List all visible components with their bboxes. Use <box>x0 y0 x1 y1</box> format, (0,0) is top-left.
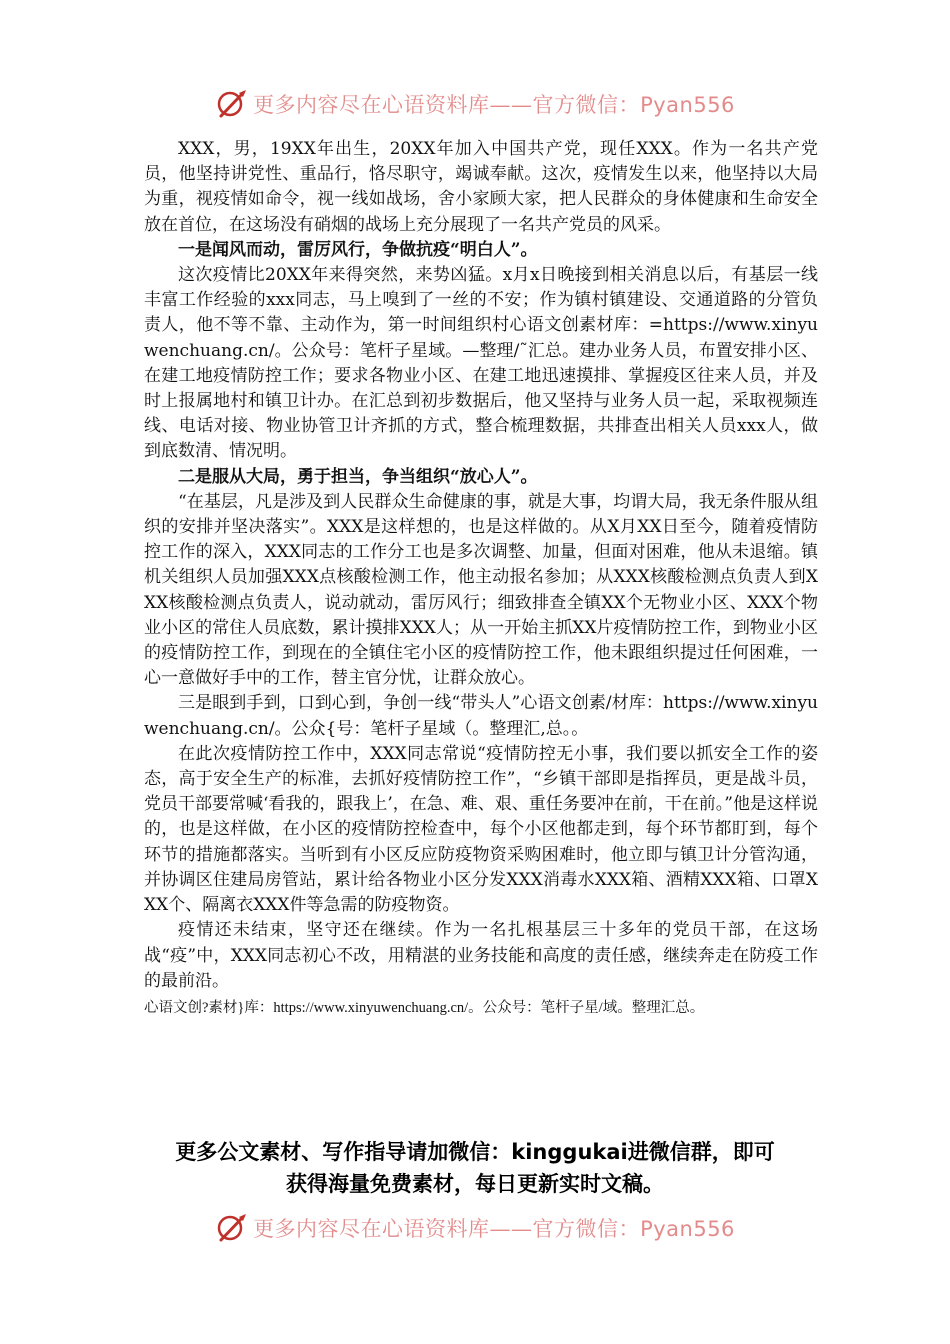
paragraph-intro: XXX，男，19XX年出生，20XX年加入中国共产党，现任XXX。作为一名共产党员，他坚持讲党性、重品行，恪尽职守，竭诚奉献。这次，疫情发生以来，他坚持以大局为重，视疫情如命令，视一线如战场，舍小家顾大家，把人民群众的身体健康和生命安全放在首位，在这场没有硝烟的战场上充分展现了一名共产党员的风采。 <box>144 139 818 235</box>
footer-banner <box>0 1208 950 1248</box>
paragraph-section-1: 这次疫情比20XX年来得突然，来势凶猛。x月x日晚接到相关消息以后，有基层一线丰富工作经验的xxx同志，马上嗅到了一丝的不安；作为镇村镇建设、交通道路的分管负责人，他不等不靠、主动作为，第一时间组织村心语文创素材库：=https://www.xinyuwenchuang.cn/。公众号：笔杆子星域。—整理/˜汇总。建办业务人员，布置安排小区、在建工地疫情防控工作；要求各物业小区、在建工地迅速摸排、掌握疫区往来人员，并及时上报属地村和镇卫计办。在汇总到初步数据后，他又坚持与业务人员一起，采取视频连线、电话对接、物业协管卫计齐抓的方式，整合梳理数据，共排查出相关人员xxx人，做到底数清、情况明。 <box>144 265 818 462</box>
pen-logo-icon <box>215 87 249 121</box>
paragraph-closing: 疫情还未结束，坚守还在继续。作为一名扎根基层三十多年的党员干部，在这场战“疫”中，XXX同志初心不改，用精湛的业务技能和高度的责任感，继续奔走在防疫工作的最前沿。 <box>144 920 818 991</box>
promo-line-2: 获得海量免费素材，每日更新实时文稿。 <box>286 1172 664 1196</box>
source-note: 心语文创?素材}库：https://www.xinyuwenchuang.cn/。公众号：笔杆子星/域。整理汇总。 <box>144 999 705 1016</box>
paragraph-section-3: 在此次疫情防控工作中，XXX同志常说“疫情防控无小事，我们要以抓安全工作的姿态，高于安全生产的标准，去抓好疫情防控工作”，“乡镇干部即是指挥员，更是战斗员，党员干部要常喊‘看我的，跟我上’，在急、难、艰、重任务要冲在前，干在前。”他是这样说的，也是这样做，在小区的疫情防控检查中，每个小区他都走到，每个环节都盯到，每个环节的措施都落实。当听到有小区反应防疫物资采购困难时，他立即与镇卫计分管沟通，并协调区住建局房管站，累计给各物业小区分发XXX消毒水XXX箱、酒精XXX箱、口罩XXX个、隔离衣XXX件等急需的防疫物资。 <box>144 743 818 916</box>
pen-logo-icon <box>215 1211 249 1245</box>
section-heading-3: 三是眼到手到，口到心到，争创一线“带头人”心语文创素/材库：https://www.xinyuwenchuang.cn/。公众{号：笔杆子星域（。整理汇,总。。 <box>144 693 818 739</box>
promo-block <box>0 1136 950 1200</box>
promo-line-1: 更多公文素材、写作指导请加微信：kinggukai进微信群，即可 <box>175 1140 775 1164</box>
paragraph-section-2: “在基层，凡是涉及到人民群众生命健康的事，就是大事，均谓大局，我无条件服从组织的安排并坚决落实”。XXX是这样想的，也是这样做的。从X月XX日至今，随着疫情防控工作的深入，XXX同志的工作分工也是多次调整、加量，但面对困难，他从未退缩。镇机关组织人员加强XXX点核酸检测工作，他主动报名参加；从XXX核酸检测点负责人到XXX核酸检测点负责人，说动就动，雷厉风行；细致排查全镇XX个无物业小区、XXX个物业小区的常住人员底数，累计摸排XXX人；从一开始主抓XX片疫情防控工作，到物业小区的疫情防控工作，到现在的全镇住宅小区的疫情防控工作，他未跟组织提过任何困难，一心一意做好手中的工作，替主官分忧，让群众放心。 <box>144 491 818 689</box>
header-banner-text: 更多内容尽在心语资料库——官方微信：Pyan556 <box>253 93 735 117</box>
article-body <box>144 137 818 1019</box>
section-heading-2: 二是服从大局，勇于担当，争当组织“放心人”。 <box>178 466 538 487</box>
footer-banner-text: 更多内容尽在心语资料库——官方微信：Pyan556 <box>253 1217 735 1241</box>
section-heading-1: 一是闻风而动，雷厉风行，争做抗疫“明白人”。 <box>178 239 538 260</box>
header-wechat-id: Pyan556 <box>640 93 735 117</box>
header-banner <box>0 84 950 124</box>
footer-wechat-id: Pyan556 <box>640 1217 735 1241</box>
